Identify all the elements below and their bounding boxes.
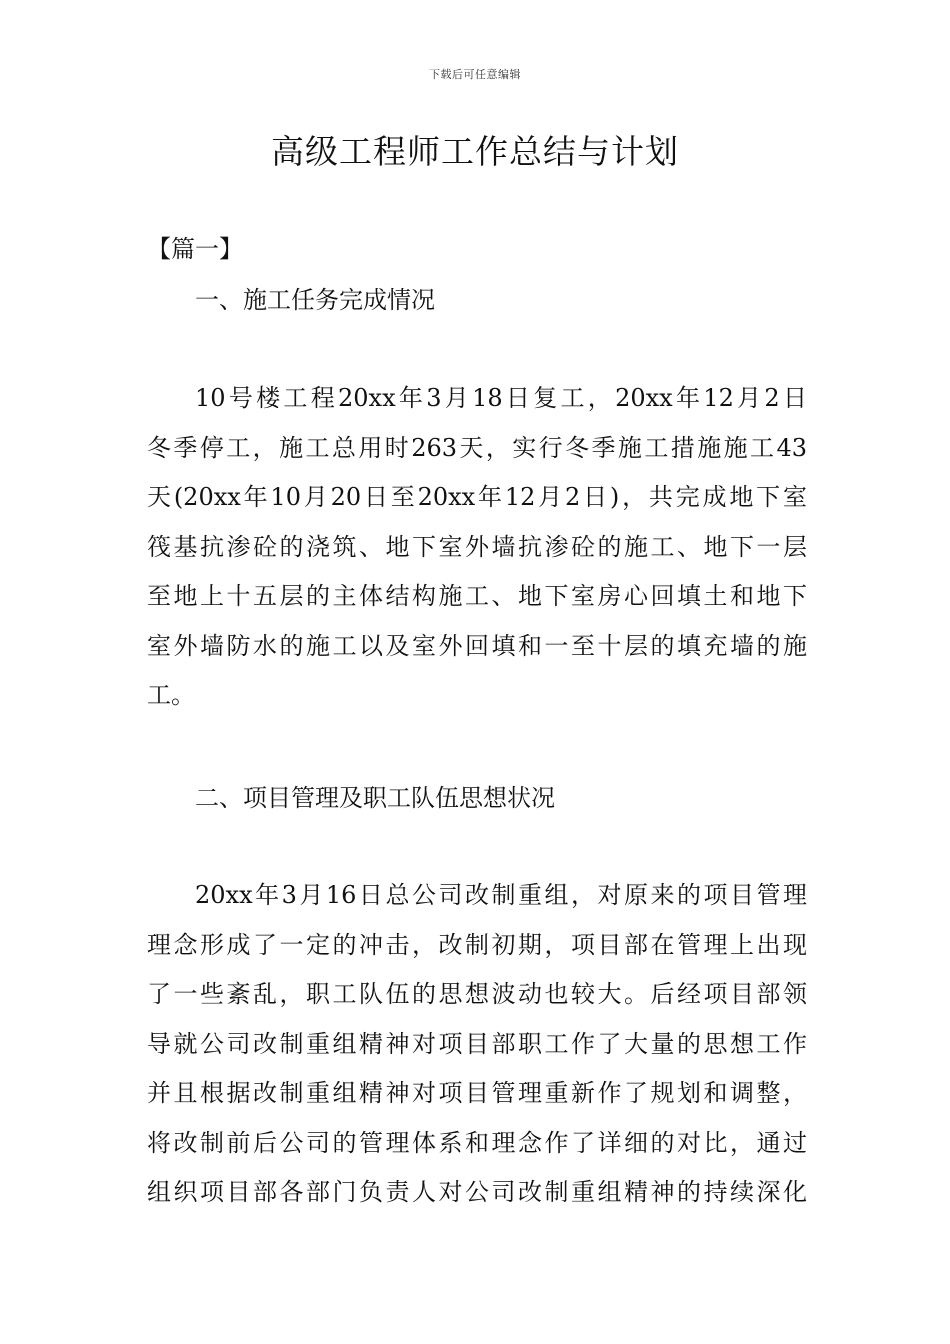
paragraph-line: 工。 <box>147 681 195 709</box>
paragraph-line: 10号楼工程20xx年3月18日复工，20xx年12月2日 <box>195 384 807 412</box>
paragraph-line: 20xx年3月16日总公司改制重组，对原来的项目管理 <box>195 881 807 909</box>
paragraph-line: 并且根据改制重组精神对项目管理重新作了规划和调整， <box>147 1079 807 1107</box>
document-title: 高级工程师工作总结与计划 <box>271 132 679 171</box>
section-heading-2: 二、项目管理及职工队伍思想状况 <box>195 784 555 812</box>
section-heading-1: 一、施工任务完成情况 <box>195 286 435 314</box>
paragraph-line: 将改制前后公司的管理体系和理念作了详细的对比，通过 <box>147 1128 807 1157</box>
paragraph-line: 室外墙防水的施工以及室外回填和一至十层的填充墙的施 <box>147 631 807 660</box>
header-note: 下载后可任意编辑 <box>429 68 521 81</box>
paragraph-line: 组织项目部各部门负责人对公司改制重组精神的持续深化 <box>147 1178 807 1206</box>
section-paragraph-1 <box>147 374 807 721</box>
paragraph-line: 天(20xx年10月20日至20xx年12月2日)，共完成地下室 <box>147 483 807 511</box>
section-paragraph-2 <box>147 871 807 1218</box>
paragraph-line: 理念形成了一定的冲击，改制初期，项目部在管理上出现 <box>147 930 807 959</box>
paragraph-line: 了一些紊乱，职工队伍的思想波动也较大。后经项目部领 <box>147 980 807 1008</box>
paragraph-line: 冬季停工，施工总用时263天，实行冬季施工措施施工43 <box>147 433 807 462</box>
paragraph-line: 筏基抗渗砼的浇筑、地下室外墙抗渗砼的施工、地下一层 <box>147 532 807 561</box>
paragraph-line: 导就公司改制重组精神对项目部职工作了大量的思想工作 <box>147 1029 807 1058</box>
paragraph-line: 至地上十五层的主体结构施工、地下室房心回填土和地下 <box>147 582 807 610</box>
section-tag: 【篇一】 <box>147 235 243 263</box>
